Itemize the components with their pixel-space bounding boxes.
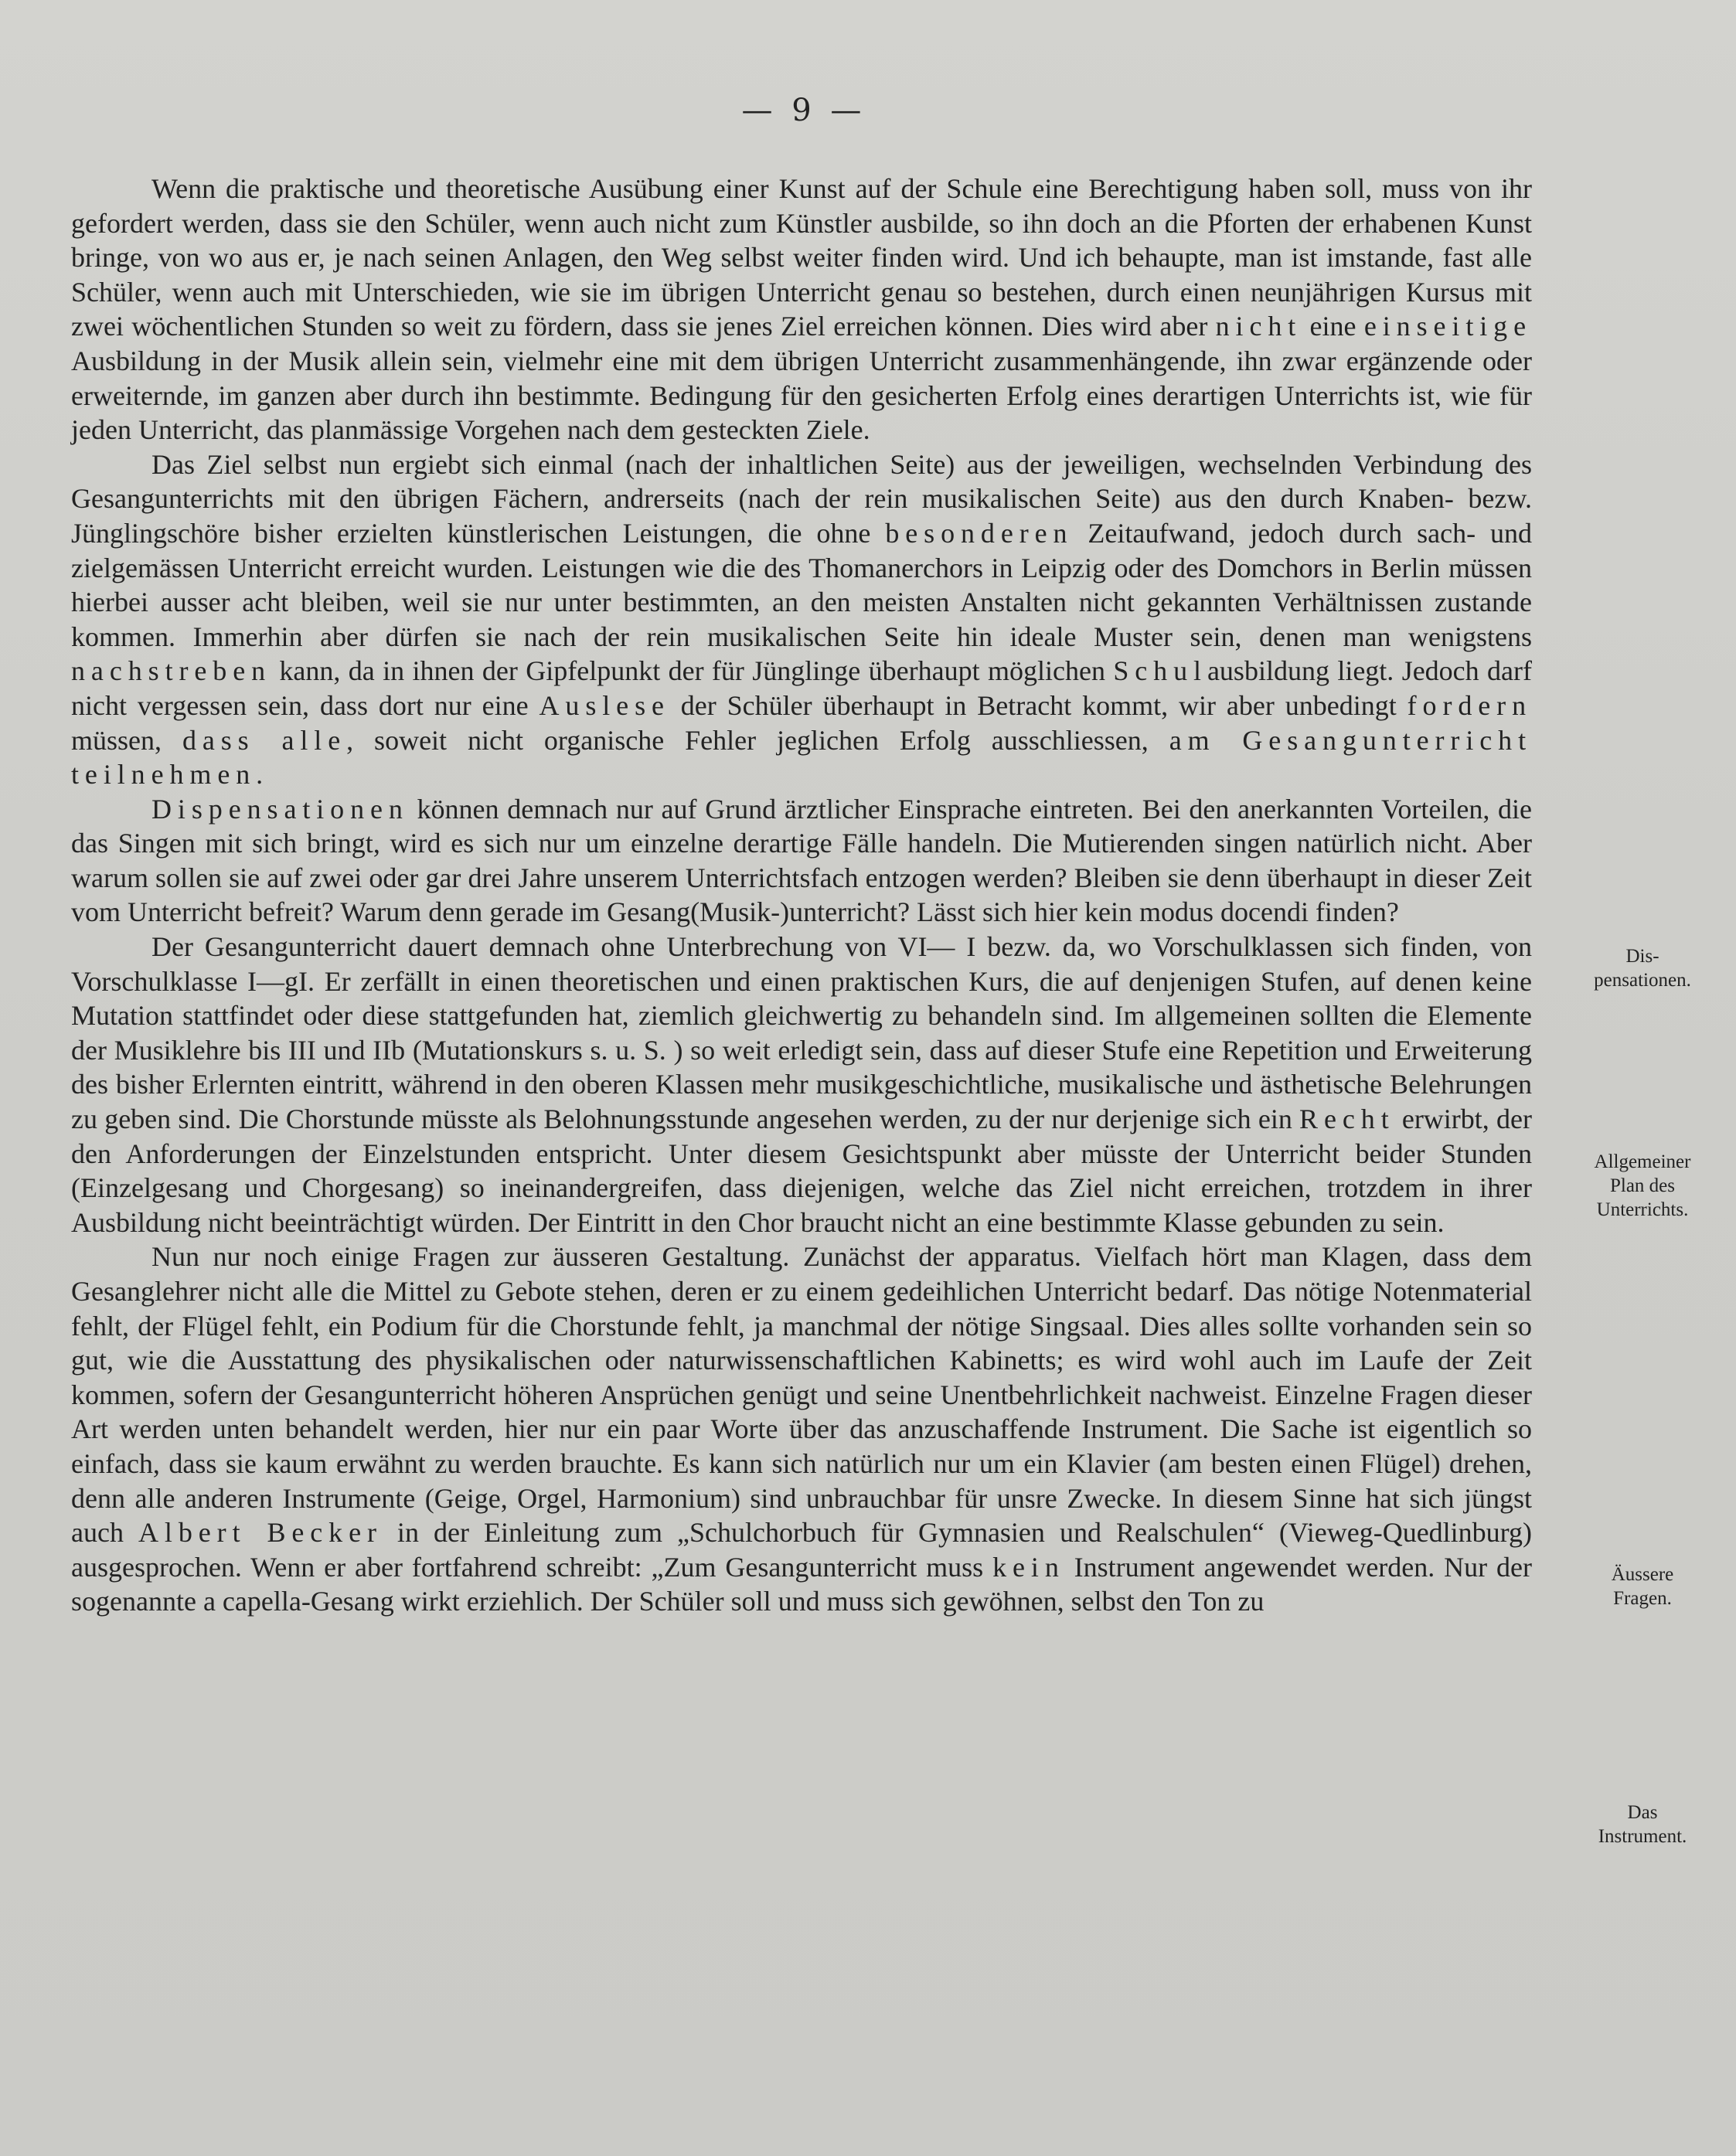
spaced-emphasis: dass alle — [182, 724, 347, 756]
paragraph — [71, 172, 1532, 447]
text-run: der Schüler überhaupt in Betracht kommt, wir aber unbedingt — [669, 689, 1408, 721]
text-run: , soweit nicht organische Fehler jeglichen Erfolg ausschliessen, — [346, 724, 1169, 756]
text-run: Zeitaufwand, jedoch durch sach- und zielgemässen Unterricht erreicht wurden. Leistungen wie die des Thomanerchors in Leipzig oder des Domchors in Berlin müssen hierbei ausser acht bleiben, weil sie nur unter bestimmten, an den meisten Anstalten nicht gekannten Verhältnissen zustande kommen. Immerhin aber dürfen sie nach der rein musikalischen Seite hin ideale Muster sein, denen man wenigstens — [71, 517, 1533, 652]
spaced-emphasis: am Gesangunterricht teilnehmen — [71, 724, 1533, 791]
text-run: Instrument angewendet werden. Nur der sogenannte a capella-Gesang wirkt erziehlich. Der Schüler soll und muss sich gewöhnen, selbst den Ton zu — [71, 1551, 1533, 1617]
spaced-emphasis: Recht — [1299, 1104, 1395, 1135]
spaced-emphasis: fordern — [1407, 689, 1533, 721]
spaced-emphasis: einseitige — [1363, 311, 1532, 342]
text-run: ausbildung liegt. Jedoch darf nicht vergessen sein, dass dort nur eine — [71, 655, 1532, 721]
text-run: Der Gesangunterricht dauert demnach ohne Unterbrechung von VI— I bezw. da, wo Vorschulklassen sich finden, von Vorschulklasse I—gI. Er zerfällt in einen theoretischen und einen praktischen Kurs, die auf denjenigen Stufen, auf denen keine Mutation stattfindet oder diese stattgefunden hat, ziemlich gleichwertig zu behandeln sind. Im allgemeinen sollten die Elemente der Musiklehre bis III und IIb (Mutationskurs s. u. S. ) so weit erledigt sein, dass auf dieser Stufe eine Repetition und Erweiterung des bisher Erlernten eintritt, während in den oberen Klassen mehr musikgeschichtliche, musikalische und ästhetische Belehrungen zu geben sind. Die Chorstunde müsste als Belohnungsstunde angesehen werden, zu der nur derjenige sich ein — [71, 931, 1532, 1135]
text-run: Ausbildung in der Musik allein sein, vielmehr eine mit dem übrigen Unterricht zusammenhängende, ihn zwar ergänzende oder erweiternde, im ganzen aber durch ihn bestimmte. Bedingung für den gesicherten Erfolg eines derartigen Unterrichts ist, wie für jeden Unterricht, das planmässige Vorgehen nach dem gesteckten Ziele. — [71, 345, 1532, 446]
spaced-emphasis: Auslese — [539, 689, 670, 721]
spaced-emphasis: besonderen — [885, 517, 1074, 549]
text-run: können demnach nur auf Grund ärztlicher Einsprache eintreten. Bei den anerkannten Vorteilen, die das Singen mit sich bringt, wird es sich nur um einzelne derartige Fälle handeln. Die Mutierenden singen natürlich nicht. Aber warum sollen sie auf zwei oder gar drei Jahre unserem Unterrichtsfach entzogen werden? Bleiben sie denn überhaupt in dieser Zeit vom Unterricht befreit? Warum denn gerade im Gesang(Musik-)unterricht? Lässt sich hier kein modus docendi finden? — [71, 793, 1532, 928]
text-run: müssen, — [71, 724, 182, 756]
text-run: erwirbt, der den Anforderungen der Einzelstunden entspricht. Unter diesem Gesichtspunkt aber müsste der Unterricht beider Stunden (Einzelgesang und Chorgesang) so ineinandergreifen, dass diejenigen, welche das Ziel nicht erreichen, trotzdem in ihrer Ausbildung nicht beeinträchtigt würden. Der Eintritt in den Chor braucht nicht an eine bestimmte Klasse gebunden zu sein. — [71, 1104, 1532, 1238]
paragraph — [71, 930, 1532, 1240]
margin-note-allgemeiner-plan: Allgemeiner Plan des Unterrichts. — [1594, 1151, 1691, 1220]
text-run: kann, da in ihnen der Gipfelpunkt der für Jünglinge überhaupt möglichen — [271, 655, 1114, 687]
spaced-emphasis: kein — [992, 1551, 1065, 1583]
spaced-emphasis: Schul — [1113, 655, 1207, 687]
spaced-emphasis: nachstreben — [71, 655, 272, 687]
spaced-emphasis: nicht — [1215, 311, 1302, 342]
text-run: eine — [1302, 311, 1364, 342]
body-text — [71, 172, 1532, 1619]
paragraph — [71, 447, 1532, 792]
text-run: . — [256, 759, 264, 791]
text-run: Wenn die praktische und theoretische Ausübung einer Kunst auf der Schule eine Berechtigung haben soll, muss von ihr gefordert werden, dass sie den Schüler, wenn auch nicht zum Künstler ausbilde, so ihn doch an die Pforten der erhabenen Kunst bringe, von wo aus er, je nach seinen Anlagen, den Weg selbst weiter finden wird. Und ich behaupte, man ist imstande, fast alle Schüler, wenn auch mit Unterschieden, wie sie im übrigen Unterricht genau so bestehen, durch einen neunjährigen Kursus mit zwei wöchentlichen Stunden so weit zu fördern, dass sie jenes Ziel erreichen können. Dies wird aber — [71, 173, 1532, 342]
paragraph — [71, 792, 1532, 930]
text-run: Das Ziel selbst nun ergiebt sich einmal (nach der inhaltlichen Seite) aus der jeweiligen, wechselnden Verbindung des Gesangunterrichts mit den übrigen Fächern, andrerseits (nach der rein musikalischen Seite) aus den durch Knaben- bezw. Jünglingschöre bisher erzielten künstlerischen Leistungen, die ohne — [71, 448, 1532, 549]
paragraph — [71, 1240, 1532, 1619]
margin-note-instrument: Das Instrument. — [1598, 1802, 1687, 1847]
spaced-emphasis: Dispensationen — [151, 793, 409, 825]
page-number: — 9 — — [741, 93, 866, 128]
text-run: Nun nur noch einige Fragen zur äusseren Gestaltung. Zunächst der apparatus. Vielfach hört man Klagen, dass dem Gesanglehrer nicht alle die Mittel zu Gebote stehen, deren er zu einem gedeihlichen Unterricht bedarf. Das nötige Notenmaterial fehlt, der Flügel fehlt, ein Podium für die Chorstunde fehlt, ja manchmal der nötige Singsaal. Dies alles sollte vorhanden sein so gut, wie die Ausstattung des physikalischen oder naturwissenschaftlichen Kabinetts; es wird wohl auch im Laufe der Zeit kommen, sofern der Gesangunterricht höheren Ansprüchen genügt und seine Unentbehrlichkeit nachweist. Einzelne Fragen dieser Art werden unten behandelt werden, hier nur ein paar Worte über das anzuschaffende Instrument. Die Sache ist eigentlich so einfach, dass sie kaum erwähnt zu werden brauchte. Es kann sich natürlich nur um ein Klavier (am besten einen Flügel) drehen, denn alle anderen Instrumente (Geige, Orgel, Harmonium) sind unbrauchbar für unsre Zwecke. In diesem Sinne hat sich jüngst auch — [71, 1241, 1532, 1549]
margin-note-aeussere-fragen: Äussere Fragen. — [1611, 1564, 1674, 1609]
spaced-emphasis: Albert Becker — [138, 1517, 383, 1549]
text-run: in der Einleitung zum „Schulchorbuch für Gymnasien und Realschulen“ (Vieweg-Quedlinburg) ausgesprochen. Wenn er aber fortfahrend schreibt: „Zum Gesangunterricht muss — [71, 1517, 1532, 1583]
margin-note-dispensationen: Dis- pensationen. — [1594, 946, 1691, 991]
